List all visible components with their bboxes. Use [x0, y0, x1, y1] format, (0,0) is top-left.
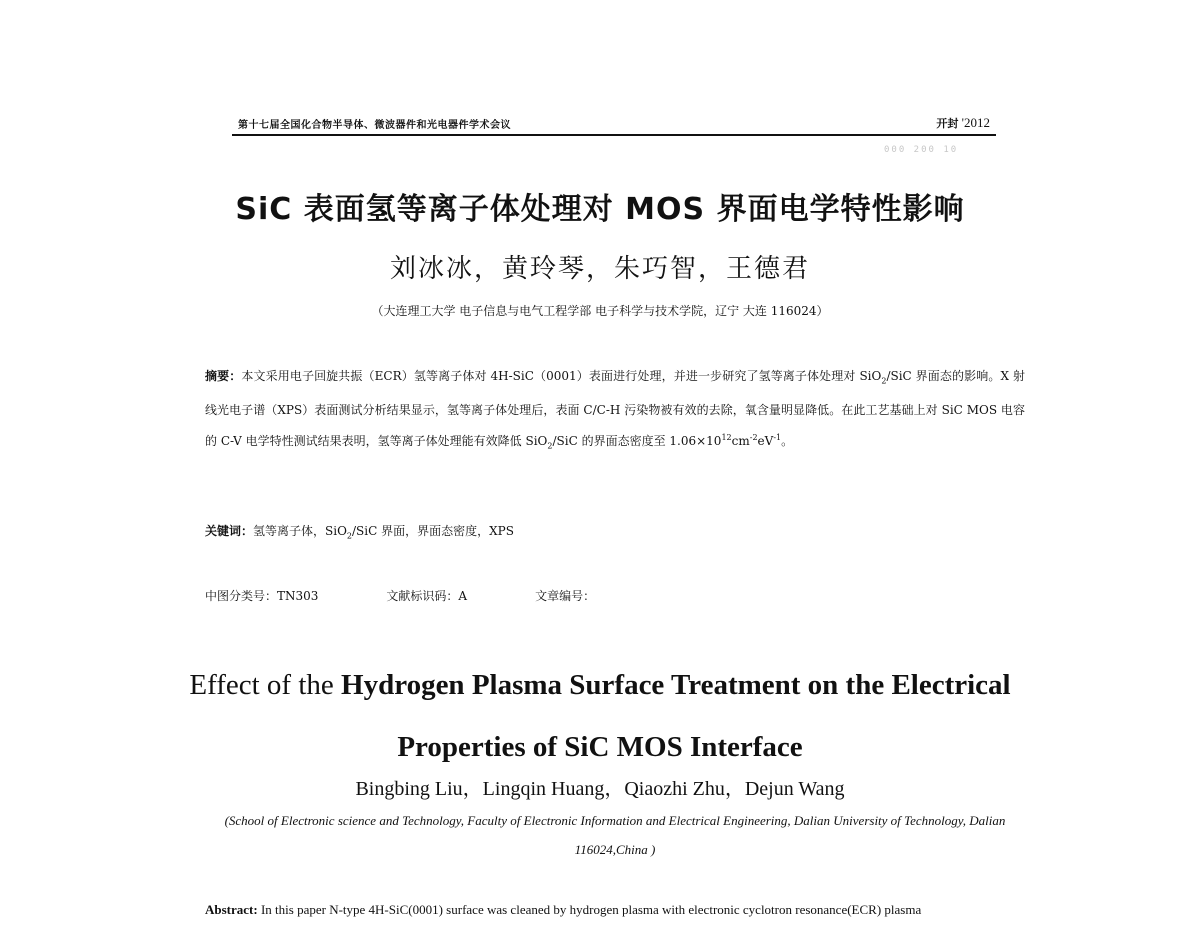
english-title-part-1: Effect of the: [189, 669, 342, 701]
chinese-abstract-text-3: /SiC 的界面态密度至 1.06×10: [552, 434, 722, 449]
chinese-authors: 刘冰冰，黄玲琴，朱巧智，王德君: [389, 254, 810, 284]
chinese-keywords-label: 关键词：: [205, 524, 254, 538]
chinese-title: SiC 表面氢等离子体处理对 MOS 界面电学特性影响: [235, 192, 965, 227]
article-number: 文章编号：: [535, 589, 596, 603]
conference-location: 开封: [936, 117, 959, 130]
subscript-2: 2: [346, 531, 353, 541]
english-abstract-label: Abstract:: [205, 902, 258, 917]
superscript-minus-1: -1: [773, 433, 782, 443]
chinese-keywords-text-2: /SiC 界面，界面态密度，XPS: [352, 524, 514, 538]
subscript-2: 2: [881, 376, 887, 386]
chinese-abstract-text-6: 。: [781, 434, 794, 449]
faint-stamp: 000 200 10: [884, 145, 959, 155]
chinese-abstract-text-5: eV: [757, 434, 774, 449]
chinese-abstract-label: 摘要：: [205, 369, 242, 383]
english-title-line-2-text: Properties of SiC MOS Interface: [397, 731, 803, 763]
classification-line: [205, 587, 663, 604]
english-title-line-2: [0, 716, 1200, 778]
english-authors: Bingbing Liu，Lingqin Huang，Qiaozhi Zhu，Dejun Wang: [355, 778, 845, 800]
document-code: 文献标识码：A: [386, 589, 468, 603]
english-title: [0, 654, 1200, 778]
english-abstract-text: In this paper N-type 4H-SiC(0001) surface was cleaned by hydrogen plasma with electronic cyclotron resonance(ECR) plasma: [257, 902, 922, 917]
chinese-abstract-text-2: /SiC 界面态的影响。X 射线光电子谱（XPS）表面测试分析结果显示，氢等离子体处理后，表面 C/C-H 污染物被有效的去除，氧含量明显降低。在此工艺基础上对 SiC MOS 电容的 C-V 电学特性测试结果表明，氢等离子体处理能有效降低 SiO: [205, 369, 1025, 449]
class-number: 中图分类号：TN303: [205, 589, 319, 603]
chinese-keywords-text-1: 氢等离子体，SiO: [253, 524, 347, 538]
conference-location-year: [936, 115, 990, 131]
english-affiliation: (School of Electronic science and Technology, Faculty of Electronic Information and Electrical Engineering, Dalian University of Technology, Dalian 116024,China ): [224, 813, 1006, 857]
english-title-line-1: [0, 654, 1200, 716]
english-title-part-2: Hydrogen Plasma Surface Treatment on the Electrical: [341, 669, 1011, 701]
superscript-12: 12: [721, 433, 732, 443]
conference-year: '2012: [961, 115, 990, 130]
english-abstract: [205, 902, 1035, 918]
superscript-minus-2: -2: [749, 433, 758, 443]
chinese-abstract-text-1: 本文采用电子回旋共振（ECR）氢等离子体对 4H-SiC（0001）表面进行处理，并进一步研究了氢等离子体处理对 SiO: [241, 369, 882, 383]
chinese-affiliation: （大连理工大学 电子信息与电气工程学部 电子科学与技术学院，辽宁 大连 116024）: [371, 304, 829, 318]
chinese-abstract: [205, 362, 1025, 461]
conference-name: 第十七届全国化合物半导体、微波器件和光电器件学术会议: [238, 120, 511, 131]
subscript-2: 2: [547, 441, 553, 451]
chinese-abstract-text-4: cm: [731, 434, 750, 449]
chinese-keywords: [205, 522, 1025, 540]
running-header: [232, 114, 996, 136]
